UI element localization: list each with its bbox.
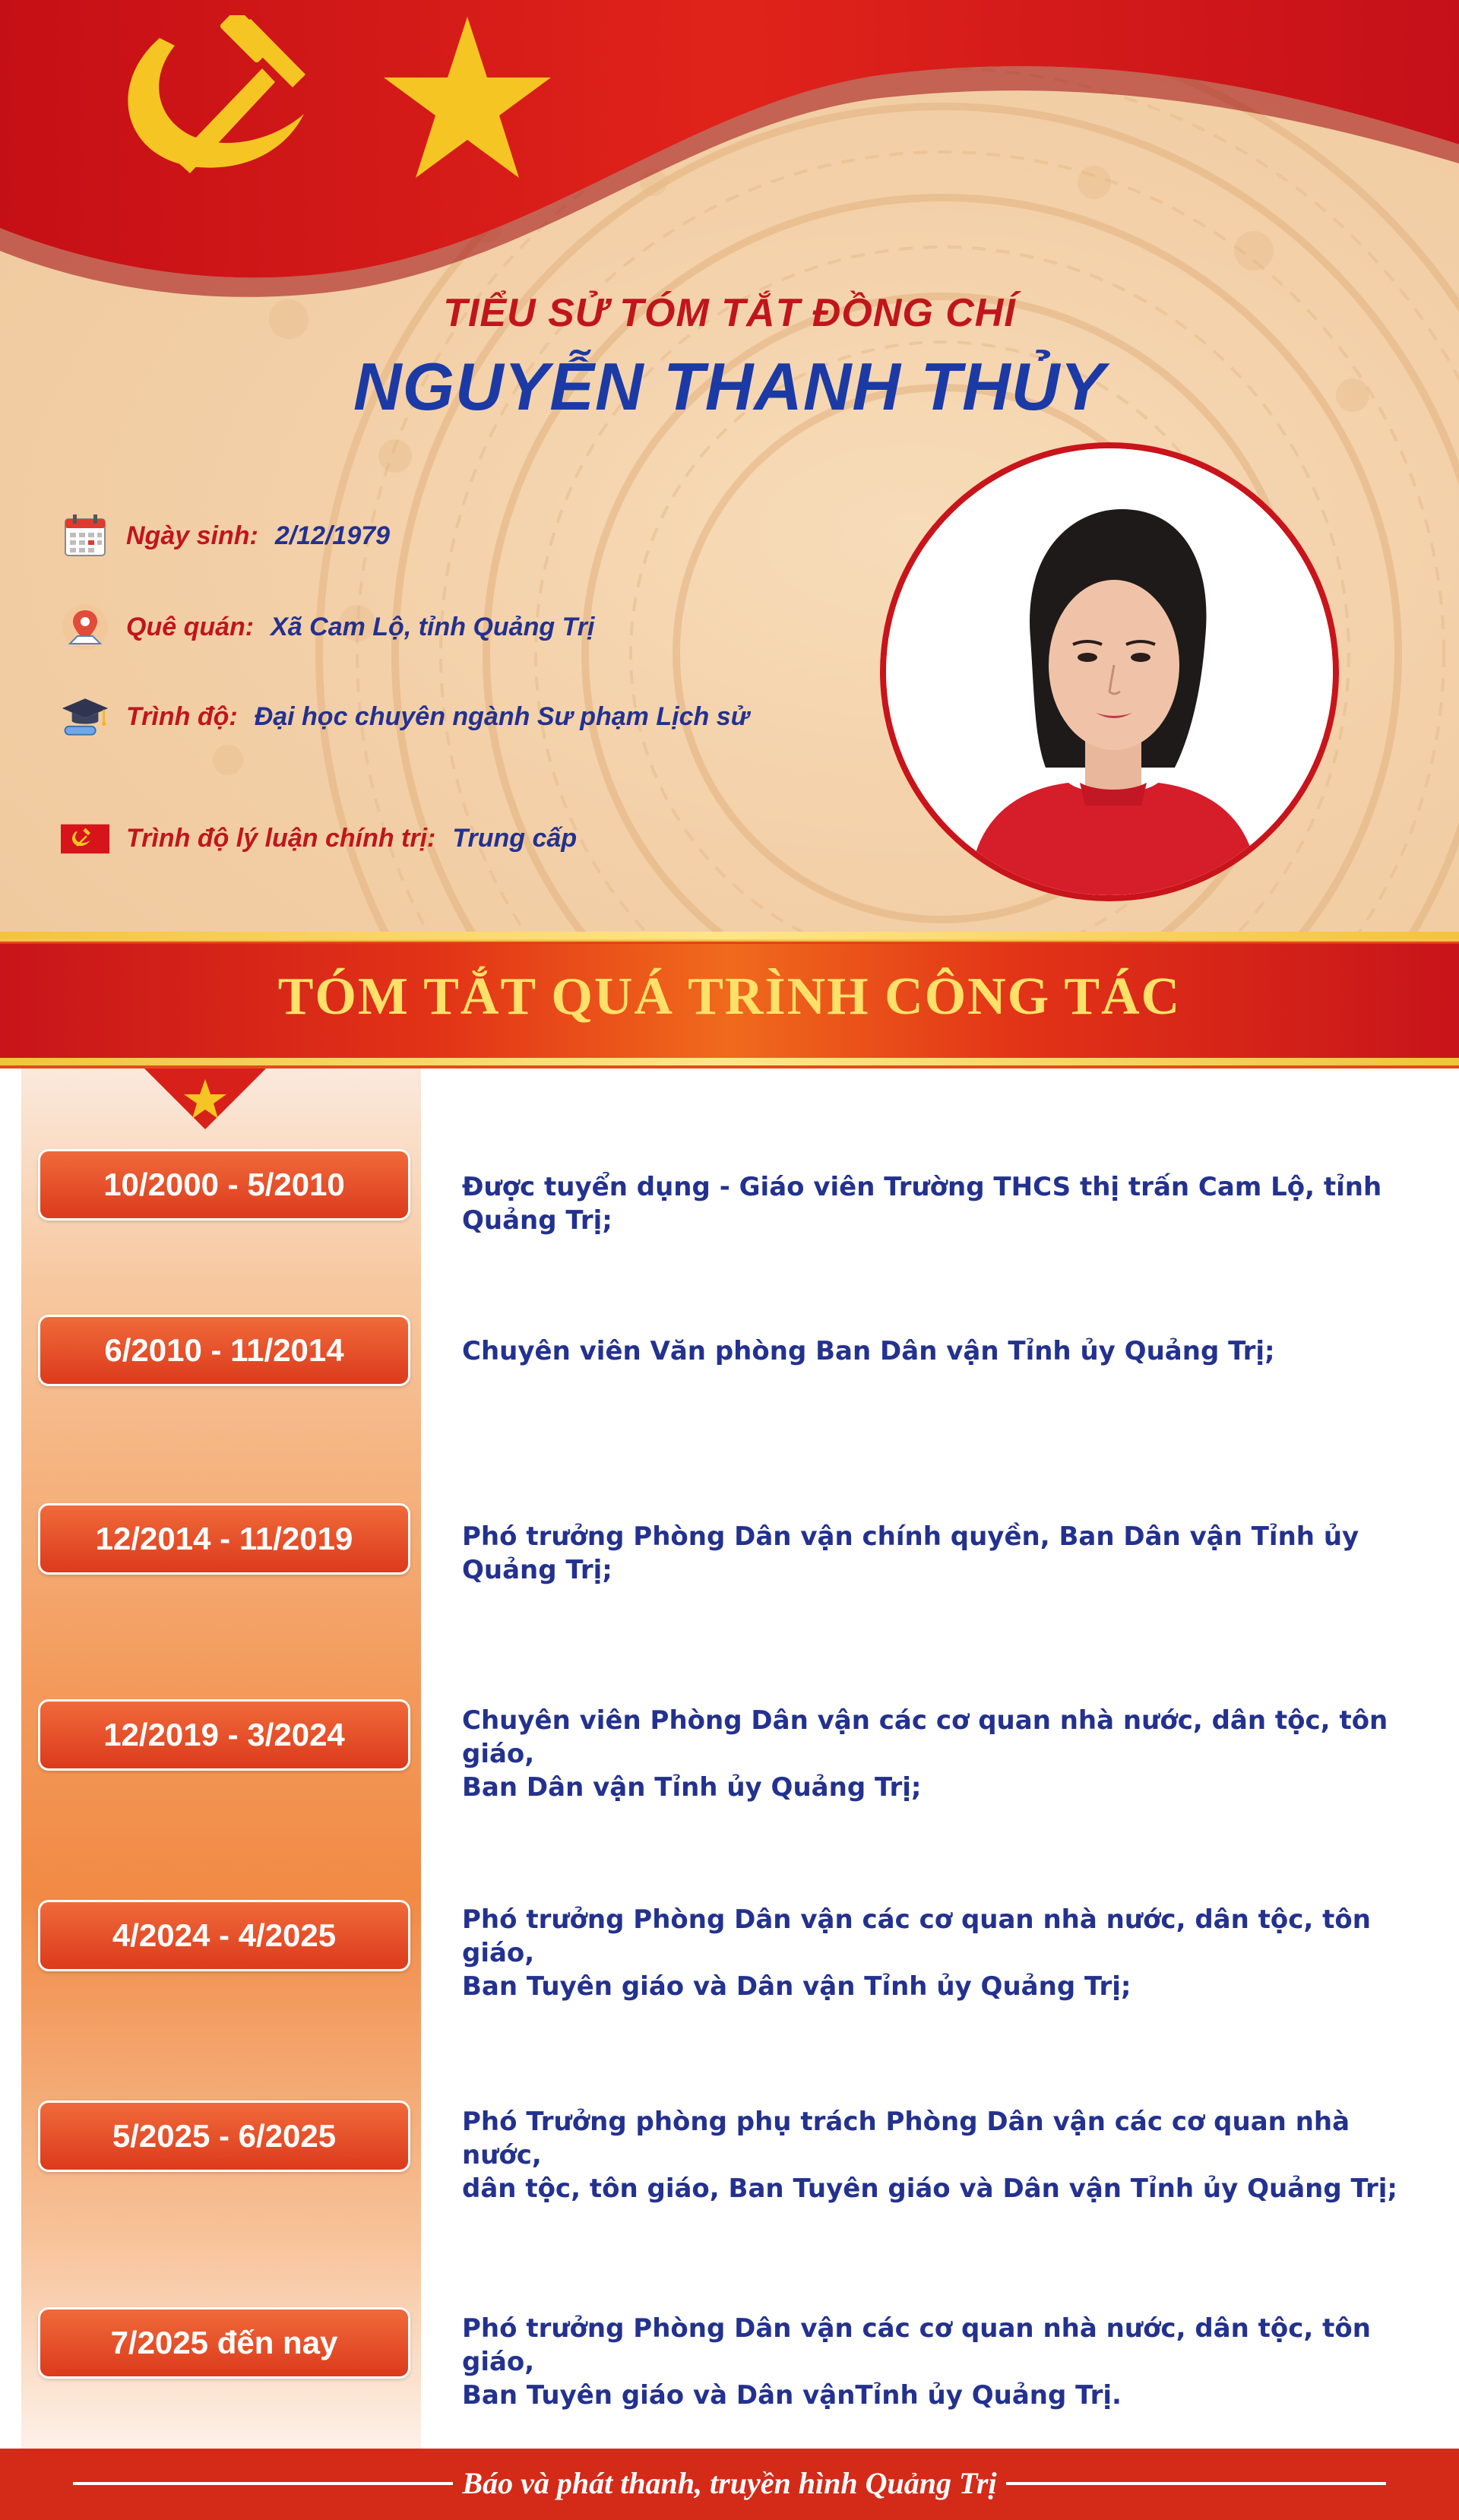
- description-line: Phó trưởng Phòng Dân vận các cơ quan nhà nước, dân tộc, tôn giáo,: [462, 2313, 1371, 2377]
- banner-gold-line-top: [0, 932, 1459, 939]
- timeline-period: 4/2024 - 4/2025: [38, 1900, 410, 1971]
- party-flag-icon: [61, 814, 109, 863]
- description-line: Được tuyển dụng - Giáo viên Trường THCS thị trấn Cam Lộ, tỉnh Quảng Trị;: [462, 1172, 1382, 1236]
- timeline-period: 7/2025 đến nay: [38, 2307, 410, 2379]
- footer: [0, 2449, 1459, 2520]
- footer-credit: Báo và phát thanh, truyền hình Quảng Trị: [462, 2466, 997, 2500]
- description-line: Ban Tuyên giáo và Dân vận Tỉnh ủy Quảng Trị;: [462, 1971, 1131, 2002]
- graduation-cap-icon: [61, 692, 109, 741]
- info-label: Trình độ lý luận chính trị:: [126, 823, 436, 853]
- description-line: dân tộc, tôn giáo, Ban Tuyên giáo và Dân vận Tỉnh ủy Quảng Trị;: [462, 2173, 1398, 2204]
- timeline-description: [462, 1334, 1404, 1368]
- info-row-politics: [61, 812, 577, 865]
- hammer-sickle-icon: [106, 15, 327, 190]
- timeline-description: [462, 2105, 1404, 2205]
- banner-gold-line-bottom: [0, 1058, 1459, 1065]
- info-value: Trung cấp: [452, 823, 578, 853]
- timeline-period: 12/2019 - 3/2024: [38, 1699, 410, 1771]
- portrait-photo: [886, 448, 1333, 895]
- subtitle: TIỂU SỬ TÓM TẮT ĐỒNG CHÍ: [443, 291, 1016, 335]
- timeline-pointer-triangle: [144, 1068, 266, 1129]
- description-line: Ban Tuyên giáo và Dân vậnTỉnh ủy Quảng Trị.: [462, 2380, 1122, 2411]
- info-row-birth: [61, 509, 390, 562]
- star-icon: [384, 17, 551, 178]
- info-value: 2/12/1979: [274, 521, 391, 550]
- timeline-period: 12/2014 - 11/2019: [38, 1503, 410, 1575]
- timeline-description: [462, 1903, 1404, 2003]
- career-timeline: [0, 1068, 1459, 2449]
- section-banner: [0, 932, 1459, 1068]
- timeline-period: 5/2025 - 6/2025: [38, 2101, 410, 2172]
- section-title: TÓM TẮT QUÁ TRÌNH CÔNG TÁC: [277, 967, 1182, 1026]
- description-line: Chuyên viên Văn phòng Ban Dân vận Tỉnh ủy Quảng Trị;: [462, 1336, 1275, 1366]
- timeline-description: [462, 1704, 1404, 1804]
- description-line: Phó trưởng Phòng Dân vận chính quyền, Ban Dân vận Tỉnh ủy Quảng Trị;: [462, 1521, 1359, 1585]
- info-row-hometown: [61, 600, 594, 654]
- calendar-icon: [61, 511, 109, 560]
- description-line: Ban Dân vận Tỉnh ủy Quảng Trị;: [462, 1772, 922, 1803]
- location-pin-icon: [61, 603, 109, 651]
- timeline-description: [462, 1170, 1404, 1237]
- timeline-period: 6/2010 - 11/2014: [38, 1315, 410, 1386]
- info-label: Quê quán:: [126, 612, 255, 641]
- info-value: Đại học chuyên ngành Sư phạm Lịch sử: [254, 701, 749, 731]
- description-line: Phó trưởng Phòng Dân vận các cơ quan nhà nước, dân tộc, tôn giáo,: [462, 1904, 1371, 1968]
- timeline-description: [462, 1520, 1404, 1587]
- timeline-period: 10/2000 - 5/2010: [38, 1149, 410, 1220]
- info-label: Trình độ:: [126, 701, 238, 731]
- description-line: Phó Trưởng phòng phụ trách Phòng Dân vận các cơ quan nhà nước,: [462, 2107, 1350, 2170]
- timeline-description: [462, 2312, 1404, 2412]
- info-label: Ngày sinh:: [126, 521, 258, 550]
- header: [0, 0, 1459, 932]
- person-name: NGUYỄN THANH THỦY: [353, 349, 1106, 424]
- description-line: Chuyên viên Phòng Dân vận các cơ quan nhà nước, dân tộc, tôn giáo,: [462, 1705, 1388, 1769]
- info-row-education: [61, 690, 749, 743]
- info-value: Xã Cam Lộ, tỉnh Quảng Trị: [271, 612, 595, 641]
